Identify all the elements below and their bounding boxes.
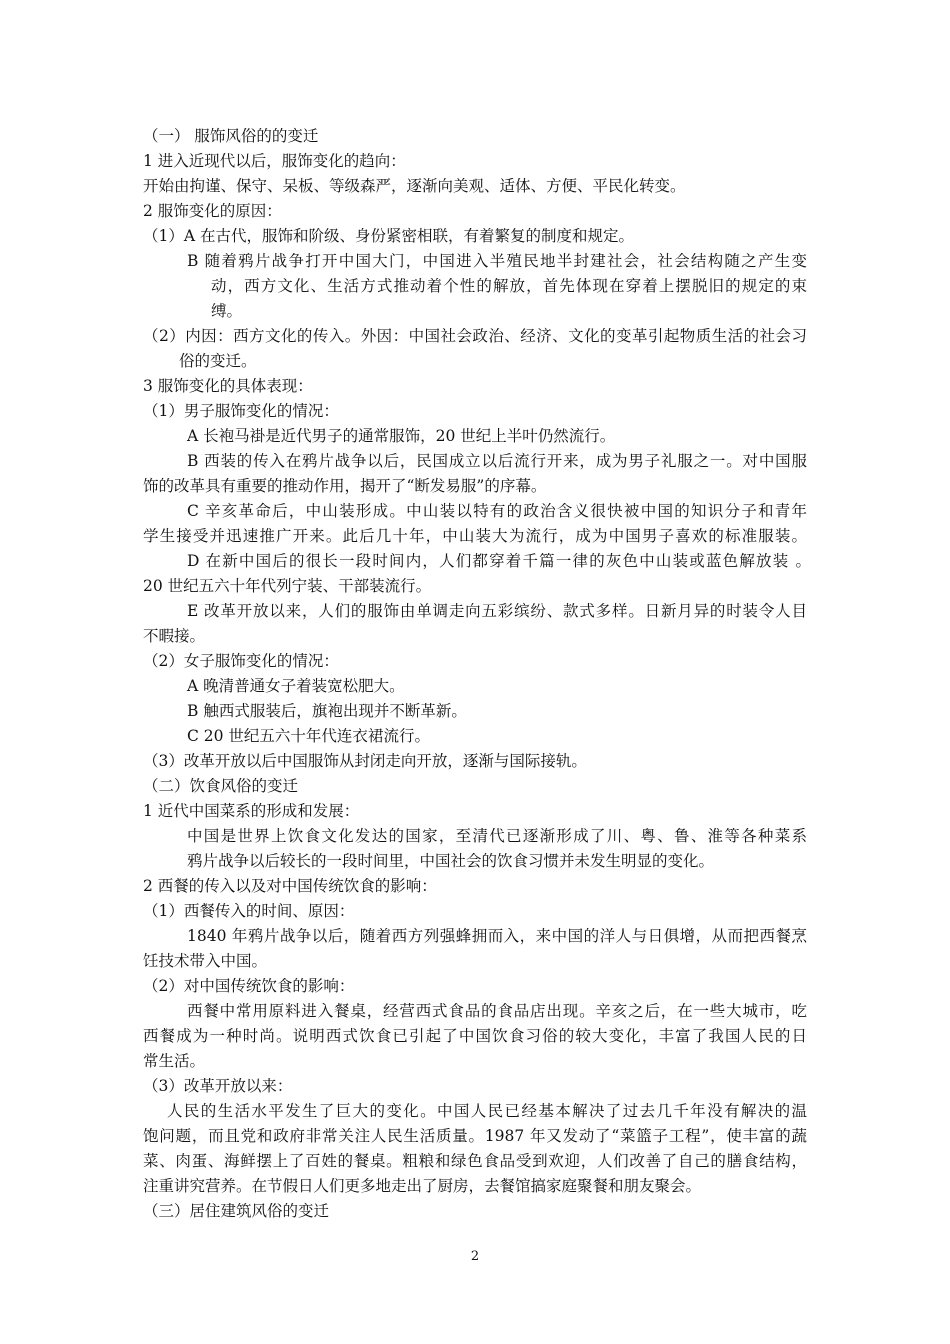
text-line: 1840 年鸦片战争以后，随着西方列强蜂拥而入，来中国的洋人与日俱增，从而把西餐烹 bbox=[187, 927, 807, 945]
text-line: 鸦片战争以后较长的一段时间里，中国社会的饮食习惯并未发生明显的变化。 bbox=[187, 852, 715, 870]
text-line: 西餐中常用原料进入餐桌，经营西式食品的食品店出现。辛亥之后，在一些大城市，吃 bbox=[187, 1002, 807, 1020]
text-line: 常生活。 bbox=[143, 1052, 206, 1070]
text-line: 人民的生活水平发生了巨大的变化。中国人民已经基本解决了过去几千年没有解决的温 bbox=[167, 1102, 807, 1120]
text-line: 动，西方文化、生活方式推动着个性的解放，首先体现在穿着上摆脱旧的规定的束 bbox=[211, 277, 807, 295]
text-line: 注重讲究营养。在节假日人们更多地走出了厨房，去餐馆搞家庭聚餐和朋友聚会。 bbox=[143, 1177, 702, 1195]
page-number: 2 bbox=[470, 1249, 480, 1264]
text-line: （2）内因：西方文化的传入。外因：中国社会政治、经济、文化的变革引起物质生活的社会习 bbox=[143, 327, 807, 345]
text-line: E 改革开放以来，人们的服饰由单调走向五彩缤纷、款式多样。日新月异的时装令人目 bbox=[187, 602, 807, 620]
text-line: （3）改革开放以来： bbox=[143, 1077, 293, 1095]
text-line: A 长袍马褂是近代男子的通常服饰，20 世纪上半叶仍然流行。 bbox=[187, 427, 616, 445]
text-line: C 20 世纪五六十年代连衣裙流行。 bbox=[187, 727, 430, 745]
text-line: 俗的变迁。 bbox=[179, 352, 257, 370]
text-line: 2 服饰变化的原因： bbox=[143, 202, 282, 220]
section-heading-housing: （三）居住建筑风俗的变迁 bbox=[143, 1202, 330, 1220]
section-heading-clothing: （一） 服饰风俗的的变迁 bbox=[143, 127, 319, 145]
section-heading-food: （二）饮食风俗的变迁 bbox=[143, 777, 299, 795]
text-line: 饰的改革具有重要的推动作用，揭开了“断发易服”的序幕。 bbox=[143, 477, 547, 495]
text-line: 2 西餐的传入以及对中国传统饮食的影响： bbox=[143, 877, 437, 895]
text-line: （1）西餐传入的时间、原因： bbox=[143, 902, 355, 920]
text-line: 不暇接。 bbox=[143, 627, 206, 645]
text-line: （1）男子服饰变化的情况： bbox=[143, 402, 339, 420]
text-line: 1 近代中国菜系的形成和发展： bbox=[143, 802, 360, 820]
text-line: 3 服饰变化的具体表现： bbox=[143, 377, 313, 395]
text-line: 1 进入近现代以后，服饰变化的趋向： bbox=[143, 152, 406, 170]
text-line: 缚。 bbox=[211, 302, 243, 320]
text-line: A 晚清普通女子着装宽松肥大。 bbox=[187, 677, 405, 695]
text-line: 饱问题，而且党和政府非常关注人民生活质量。1987 年又发动了“菜篮子工程”，使丰富的蔬 bbox=[143, 1127, 807, 1145]
text-line: 开始由拘谨、保守、呆板、等级森严，逐渐向美观、适体、方便、平民化转变。 bbox=[143, 177, 686, 195]
text-line: C 辛亥革命后，中山装形成。中山装以特有的政治含义很快被中国的知识分子和青年 bbox=[187, 502, 807, 520]
text-line: 20 世纪五六十年代列宁装、干部装流行。 bbox=[143, 577, 432, 595]
text-line: B 触西式服装后，旗袍出现并不断革新。 bbox=[187, 702, 467, 720]
text-line: 菜、肉蛋、海鲜摆上了百姓的餐桌。粗粮和绿色食品受到欢迎，人们改善了自己的膳食结构， bbox=[143, 1152, 807, 1170]
text-line: 中国是世界上饮食文化发达的国家，至清代已逐渐形成了川、粤、鲁、淮等各种菜系 bbox=[187, 827, 807, 845]
text-line: （3）改革开放以后中国服饰从封闭走向开放，逐渐与国际接轨。 bbox=[143, 752, 587, 770]
text-line: B 西装的传入在鸦片战争以后，民国成立以后流行开来，成为男子礼服之一。对中国服 bbox=[187, 452, 807, 470]
text-line: （1）A 在古代，服饰和阶级、身份紧密相联，有着繁复的制度和规定。 bbox=[143, 227, 634, 245]
text-line: 学生接受并迅速推广开来。此后几十年，中山装大为流行，成为中国男子喜欢的标准服装。 bbox=[143, 527, 807, 545]
text-line: （2）对中国传统饮食的影响： bbox=[143, 977, 355, 995]
text-line: D 在新中国后的很长一段时间内，人们都穿着千篇一律的灰色中山装或蓝色解放装 。 bbox=[187, 552, 811, 570]
text-line: B 随着鸦片战争打开中国大门，中国进入半殖民地半封建社会，社会结构随之产生变 bbox=[187, 252, 807, 270]
text-line: （2）女子服饰变化的情况： bbox=[143, 652, 339, 670]
text-line: 西餐成为一种时尚。说明西式饮食已引起了中国饮食习俗的较大变化，丰富了我国人民的日 bbox=[143, 1027, 807, 1045]
text-line: 饪技术带入中国。 bbox=[143, 952, 268, 970]
